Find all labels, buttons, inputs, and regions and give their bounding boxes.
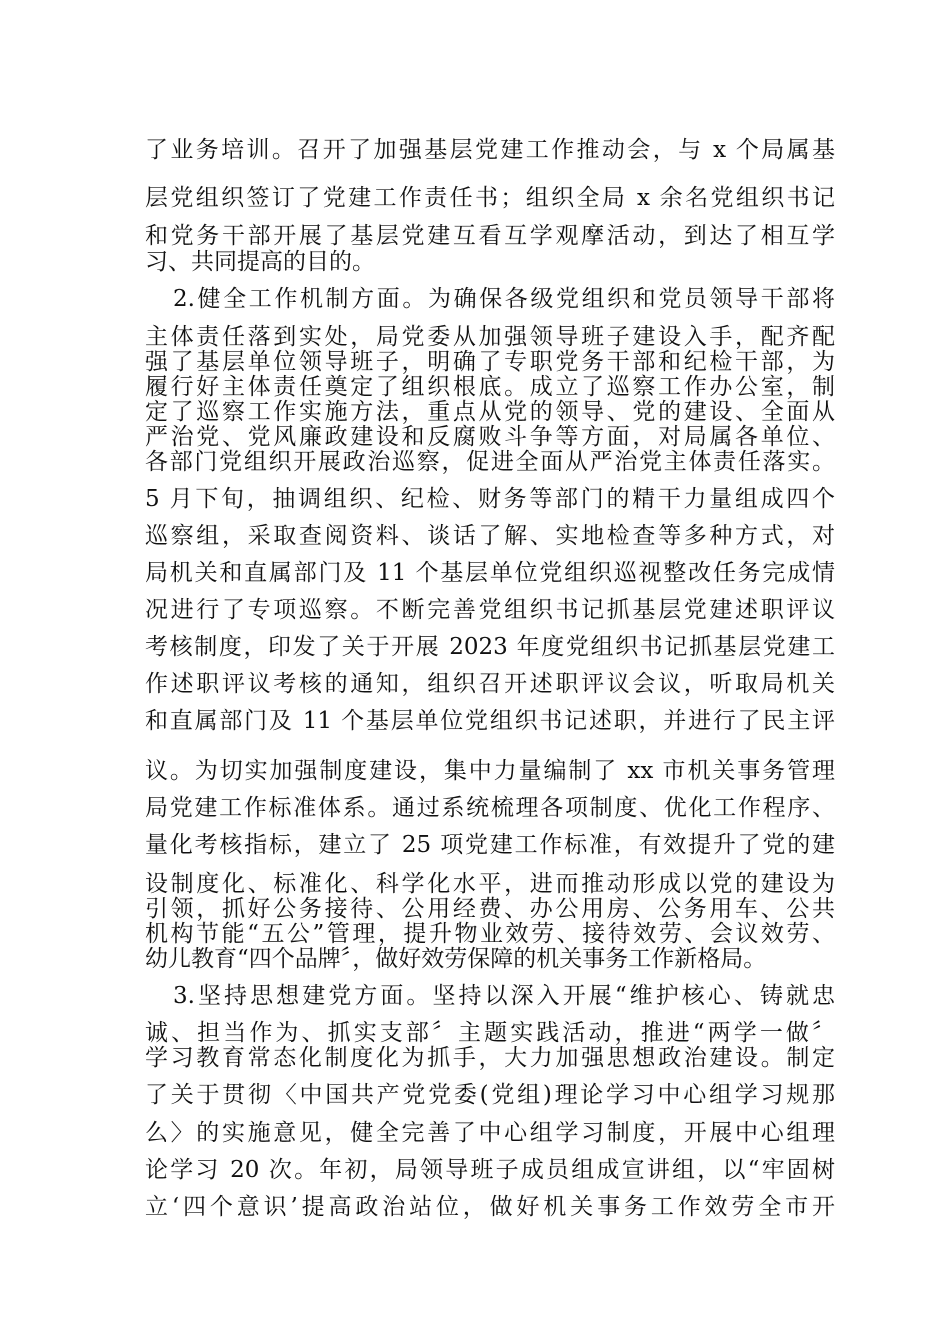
text-line: 诚、担当作为、抓实支部〞主题实践活动，推进“两学一做〞 — [145, 1020, 835, 1046]
text-line: 了关于贯彻〈中国共产党党委(党组)理论学习中心组学习规那 — [145, 1082, 835, 1108]
text-line: 强了基层单位领导班子，明确了专职党务干部和纪检干部，为 — [145, 349, 835, 375]
text-line: 量化考核指标，建立了 25 项党建工作标准，有效提升了党的建 — [145, 832, 835, 858]
text-line: 况进行了专项巡察。不断完善党组织书记抓基层党建述职评议 — [145, 597, 835, 623]
text-line: 2.健全工作机制方面。为确保各级党组织和党员领导干部将 — [173, 286, 835, 312]
text-line: 5 月下旬，抽调组织、纪检、财务等部门的精干力量组成四个 — [145, 486, 835, 512]
text-line: 么〉的实施意见，健全完善了中心组学习制度，开展中心组理 — [145, 1120, 835, 1146]
text-line: 学习教育常态化制度化为抓手，大力加强思想政治建设。制定 — [145, 1045, 835, 1071]
text-line: 履行好主体责任奠定了组织根底。成立了巡察工作办公室，制 — [145, 374, 835, 400]
text-line: 引领，抓好公务接待、公用经费、办公用房、公务用车、公共 — [145, 896, 835, 922]
text-line: 层党组织签订了党建工作责任书；组织全局 x 余名党组织书记 — [145, 185, 835, 211]
text-line: 立‘四个意识’提高政治站位，做好机关事务工作效劳全市开 — [145, 1194, 835, 1220]
text-line: 和直属部门及 11 个基层单位党组织书记述职，并进行了民主评 — [145, 708, 835, 734]
text-line: 考核制度，印发了关于开展 2023 年度党组织书记抓基层党建工 — [145, 634, 835, 660]
text-line: 主体责任落到实处，局党委从加强领导班子建设入手，配齐配 — [145, 324, 835, 350]
text-line: 3.坚持思想建党方面。坚持以深入开展“维护核心、铸就忠 — [173, 983, 835, 1009]
text-line: 各部门党组织开展政治巡察，促进全面从严治党主体责任落实。 — [145, 449, 835, 475]
text-line: 习、共同提高的目的。 — [145, 249, 375, 275]
text-line: 机构节能“五公”管理，提升物业效劳、接待效劳、会议效劳、 — [145, 921, 835, 947]
text-line: 议。为切实加强制度建设，集中力量编制了 xx 市机关事务管理 — [145, 758, 835, 784]
text-line: 局机关和直属部门及 11 个基层单位党组织巡视整改任务完成情 — [145, 560, 835, 586]
text-line: 了业务培训。召开了加强基层党建工作推动会，与 x 个局属基 — [145, 137, 835, 163]
text-line: 局党建工作标准体系。通过系统梳理各项制度、优化工作程序、 — [145, 795, 835, 821]
text-line: 设制度化、标准化、科学化水平，进而推动形成以党的建设为 — [145, 871, 835, 897]
text-line: 巡察组，采取查阅资料、谈话了解、实地检查等多种方式，对 — [145, 523, 835, 549]
text-line: 论学习 20 次。年初，局领导班子成员组成宣讲组，以“牢固树 — [145, 1157, 835, 1183]
text-line: 严治党、党风廉政建设和反腐败斗争等方面，对局属各单位、 — [145, 424, 835, 450]
text-line: 幼儿教育“四个品牌〞，做好效劳保障的机关事务工作新格局。 — [145, 946, 767, 972]
text-line: 和党务干部开展了基层党建互看互学观摩活动，到达了相互学 — [145, 223, 835, 249]
text-line: 定了巡察工作实施方法，重点从党的领导、党的建设、全面从 — [145, 399, 835, 425]
body-text — [145, 0, 835, 1344]
text-line: 作述职评议考核的通知，组织召开述职评议会议，听取局机关 — [145, 671, 835, 697]
